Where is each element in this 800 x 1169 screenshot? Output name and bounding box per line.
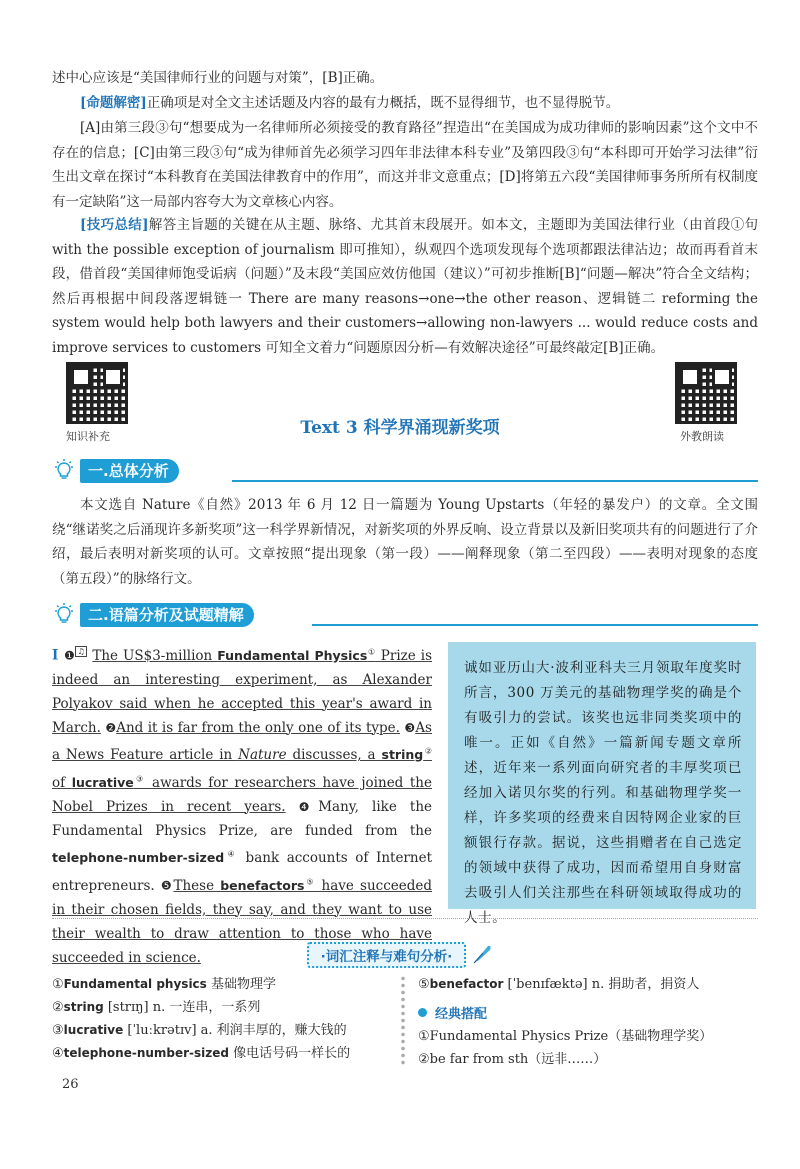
section-discourse-analysis-header	[52, 602, 758, 628]
paragraph-marker: Ⅰ	[52, 647, 60, 664]
sentence-3-part: discusses, a	[286, 747, 382, 763]
spiral-binding-divider	[399, 975, 407, 1067]
vocab-word: Fundamental physics	[63, 977, 207, 991]
term-fundamental-physics: Fundamental Physics	[217, 647, 368, 663]
jiqiao-zongjie-paragraph	[52, 213, 758, 360]
sentence-3-part: awards for researchers have joined the Nobel Prizes in recent years.	[52, 774, 432, 815]
translation-box: 诚如亚历山大·波利亚科夫三月领取年度奖时所言，300 万美元的基础物理学奖的确是个有吸引力的尝试。该奖也远非同类奖项中的唯一。正如《自然》一篇新闻专题文章所述，近年来一系列面向研究者的丰厚奖项已经加入诺贝尔奖的行列。和基础物理学奖一样，许多奖项的经费来自因特网企业家的巨额银行存款。据说，这些捐赠者在自己选定的领域中获得了成功，因而希望用自身财富去吸引人们关注那些在科研领域取得成功的人士。	[448, 642, 756, 909]
vocab-def: [ˈluːkrətɪv] a. 利润丰厚的，赚大钱的	[123, 1023, 347, 1038]
sentence-number-5: ❺	[160, 878, 174, 893]
vocab-item-1	[52, 973, 276, 996]
sentence-1-part: Prize is indeed an interesting experiment, as Alexander Polyakov said when he accepted this year's award in March.	[52, 647, 432, 736]
sentence-number-1: ❶	[64, 648, 76, 663]
section-overall-analysis-header	[52, 458, 758, 484]
section-overall-analysis-title: 一.总体分析	[80, 459, 179, 483]
page-number: 26	[62, 1077, 79, 1092]
overall-analysis-body: 本文选自 Nature《自然》2013 年 6 月 12 日一篇题为 Young Upstarts（年轻的暴发户）的文章。全文围绕“继诺奖之后涌现许多新奖项”这一科学界新情况，对新奖项的外界反响、设立背景以及新旧奖项共有的问题进行了介绍，最后表明对新奖项的认可。文章按照“提出现象（第一段）——阐释现象（第二至四段）——表明对现象的态度（第五段）”的脉络行文。	[52, 497, 758, 587]
nature-italic: Nature	[238, 747, 287, 763]
vocab-num: ③	[52, 1023, 64, 1038]
section-divider	[312, 624, 758, 626]
term-telephone-number-sized: telephone-number-sized	[52, 850, 225, 865]
english-passage	[52, 640, 432, 970]
section-discourse-analysis-title: 二.语篇分析及试题精解	[80, 603, 254, 627]
sentence-5-part: have succeeded in their chosen fields, they say, and they want to use their wealth to draw attention to those who have succeeded in science.	[52, 877, 433, 966]
quill-pen-icon	[471, 943, 493, 965]
collocation-item-2: ②be far from sth（远非……）	[418, 1052, 607, 1067]
sentence-4-part: Many, like the Fundamental Physics Prize, are funded from the	[52, 798, 433, 839]
sentence-4-part: bank accounts of Internet entrepreneurs.	[52, 850, 432, 894]
vocab-item-3	[52, 1019, 347, 1042]
vocab-item-4	[52, 1042, 350, 1065]
dotted-divider	[52, 918, 758, 919]
sentence-1-part: The US$3-million	[92, 647, 218, 664]
sentence-number-4: ❹	[298, 799, 319, 814]
vocab-word: lucrative	[63, 1023, 124, 1037]
mingti-jiemi-text: 正确项是对全文主述话题及内容的最有力概括，既不显得细节，也不显得脱节。	[146, 95, 620, 111]
vocab-word: telephone-number-sized	[63, 1046, 230, 1060]
jiqiao-zongjie-tag: [技巧总结]	[80, 217, 149, 233]
sentence-2: And it is far from the only one of its type.	[116, 719, 400, 736]
vocab-header-title: ·词汇注释与难句分析·	[307, 942, 467, 968]
mingti-jiemi-tag: [命题解密]	[80, 95, 147, 111]
footnote-2: ②	[423, 746, 432, 756]
vocab-def: [ˈbenɪfæktə] n. 捐助者，捐资人	[503, 977, 700, 992]
vocab-def: 基础物理学	[206, 977, 276, 992]
sentence-number-3: ❸	[404, 720, 416, 735]
mingti-jiemi-paragraph	[52, 91, 758, 116]
sentence-3-part: of	[52, 774, 72, 791]
collocation-heading: 经典搭配	[418, 1003, 487, 1022]
sentence-number-2: ❷	[105, 720, 117, 735]
option-analysis-paragraph: [A]由第三段③句“想要成为一名律师所必须接受的教育路径”捏造出“在美国成为成功律师的影响因素”这个文中不存在的信息；[C]由第三段③句“成为律师首先必须学习四年非法律本科专业”及第四段③句“本科即可开始学习法律”衍生出文章在探讨“本科教育在美国法律教育中的作用”，而这并非文意重点；[D]将第五六段“美国律师事务所所有权制度有一定缺陷”这一局部内容夸大为文章核心内容。	[52, 120, 758, 210]
collocation-item-1: ①Fundamental Physics Prize（基础物理学奖）	[418, 1029, 713, 1044]
section-divider	[232, 480, 758, 482]
vocab-item-5	[418, 973, 699, 996]
jiqiao-zongjie-text: 解答主旨题的关键在从主题、脉络、尤其首末段展开。如本文，主题即为美国法律行业（由首段①句 with the possible exception of journalism 即可推知），纵观四个选项发现每个选项都跟法律沾边；故而再看首末段，借首段“美国律师饱受诟病（问题）”及末段“美国应效仿他国（建议）”可初步推断[B]“问题—解决”符合全文结构；然后再根据中间段落逻辑链一 There are many reasons→one→the other reason、逻辑链二 reforming the system would help both lawyers and their customers→allowing non-lawyers ... would reduce costs and improve services to customers 可知全文着力“问题原因分析—有效解决途径”可最终敲定[B]正确。	[52, 217, 759, 356]
vocab-num: ①	[52, 977, 64, 992]
vocab-num: ④	[52, 1046, 64, 1061]
term-string: string	[381, 747, 424, 762]
term-benefactors: benefactors	[220, 877, 305, 893]
lightbulb-icon	[52, 458, 76, 482]
footnote-3: ③	[133, 774, 146, 783]
footnote-1: ①	[367, 647, 376, 656]
text-title: Text 3 科学界涌现新奖项	[300, 418, 500, 438]
audio-icon: ♫	[77, 647, 86, 656]
answer-conclusion: 述中心应该是“美国律师行业的问题与对策”，[B]正确。	[52, 70, 384, 86]
sentence-3-part: As a News Feature article in	[52, 719, 432, 763]
term-lucrative: lucrative	[71, 774, 134, 790]
qr-label-reading: 外教朗读	[680, 430, 724, 443]
vocab-word: benefactor	[429, 977, 504, 991]
footnote-5: ⑤	[304, 877, 316, 886]
qr-label-knowledge: 知识补充	[66, 430, 110, 443]
vocab-num: ⑤	[418, 977, 430, 992]
vocab-item-2	[52, 996, 260, 1019]
vocab-header	[0, 942, 800, 968]
lightbulb-icon	[52, 602, 76, 626]
vocab-def: 像电话号码一样长的	[229, 1046, 351, 1061]
vocab-num: ②	[52, 1000, 64, 1015]
vocab-def: [strɪŋ] n. 一连串，一系列	[103, 1000, 261, 1015]
vocab-word: string	[63, 1000, 104, 1014]
sentence-5-part: These	[173, 877, 221, 894]
footnote-4: ④	[224, 849, 238, 859]
